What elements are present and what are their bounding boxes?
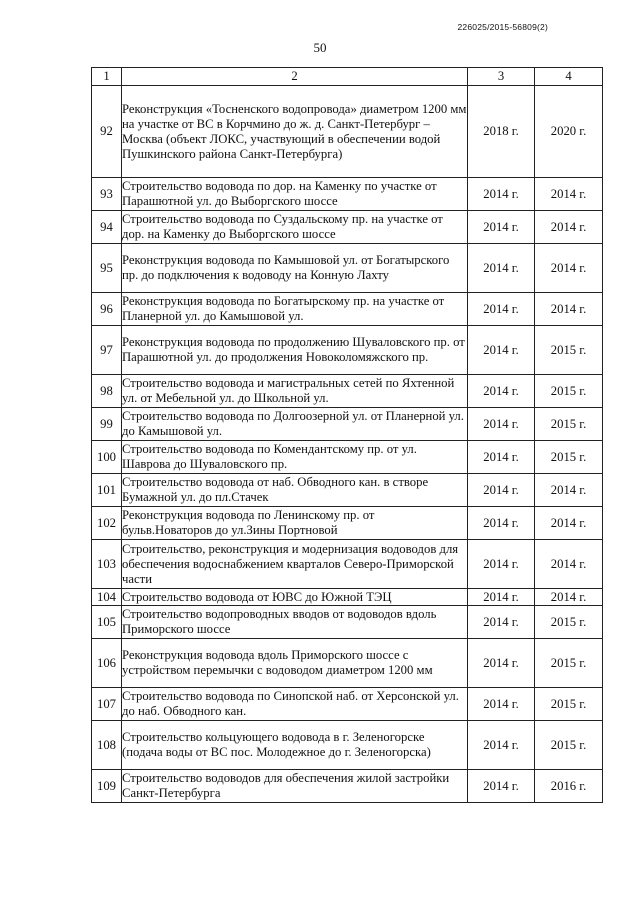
table-row	[92, 408, 603, 441]
work-description: Строительство водовода от наб. Обводного кан. в створе Бумажной ул. до пл.Стачек	[122, 474, 468, 507]
table-row	[92, 589, 603, 606]
work-description: Строительство кольцующего водовода в г. Зеленогорске (подача воды от ВС пос. Молодежное до г. Зеленогорска)	[122, 721, 468, 770]
end-year: 2014 г.	[535, 293, 603, 326]
work-description: Реконструкция водовода по Богатырскому пр. на участке от Планерной ул. до Камышовой ул.	[122, 293, 468, 326]
work-description: Строительство, реконструкция и модернизация водоводов для обеспечения водоснабжением кварталов Северо-Приморской части	[122, 540, 468, 589]
start-year: 2014 г.	[468, 639, 535, 688]
start-year: 2014 г.	[468, 178, 535, 211]
column-header: 4	[535, 68, 603, 86]
work-description: Строительство водовода по дор. на Каменку по участке от Парашютной ул. до Выборгского шоссе	[122, 178, 468, 211]
table-row	[92, 211, 603, 244]
work-description: Строительство водовода по Синопской наб. от Херсонской ул. до наб. Обводного кан.	[122, 688, 468, 721]
start-year: 2014 г.	[468, 244, 535, 293]
end-year: 2015 г.	[535, 375, 603, 408]
document-id: 226025/2015-56809(2)	[457, 22, 548, 32]
end-year: 2014 г.	[535, 211, 603, 244]
page-number: 50	[313, 40, 327, 55]
table-row	[92, 244, 603, 293]
row-number: 95	[92, 244, 122, 293]
start-year: 2014 г.	[468, 507, 535, 540]
end-year: 2015 г.	[535, 408, 603, 441]
table-row	[92, 474, 603, 507]
end-year: 2014 г.	[535, 540, 603, 589]
column-header: 1	[92, 68, 122, 86]
table-header-row	[92, 68, 603, 86]
table-row	[92, 770, 603, 803]
row-number: 96	[92, 293, 122, 326]
start-year: 2014 г.	[468, 211, 535, 244]
row-number: 97	[92, 326, 122, 375]
end-year: 2015 г.	[535, 721, 603, 770]
table-row	[92, 606, 603, 639]
work-description: Строительство водопроводных вводов от водоводов вдоль Приморского шоссе	[122, 606, 468, 639]
end-year: 2014 г.	[535, 507, 603, 540]
start-year: 2014 г.	[468, 540, 535, 589]
table-row	[92, 86, 603, 178]
works-table	[91, 67, 603, 803]
start-year: 2014 г.	[468, 721, 535, 770]
start-year: 2018 г.	[468, 86, 535, 178]
table-row	[92, 293, 603, 326]
end-year: 2015 г.	[535, 441, 603, 474]
work-description: Строительство водовода по Долгоозерной ул. от Планерной ул. до Камышовой ул.	[122, 408, 468, 441]
column-header: 3	[468, 68, 535, 86]
work-description: Строительство водовода и магистральных сетей по Яхтенной ул. от Мебельной ул. до Школьной ул.	[122, 375, 468, 408]
work-description: Реконструкция водовода по Ленинскому пр. от бульв.Новаторов до ул.Зины Портновой	[122, 507, 468, 540]
row-number: 107	[92, 688, 122, 721]
row-number: 99	[92, 408, 122, 441]
end-year: 2014 г.	[535, 178, 603, 211]
start-year: 2014 г.	[468, 293, 535, 326]
start-year: 2014 г.	[468, 441, 535, 474]
row-number: 102	[92, 507, 122, 540]
table-row	[92, 721, 603, 770]
row-number: 105	[92, 606, 122, 639]
row-number: 103	[92, 540, 122, 589]
table-row	[92, 540, 603, 589]
work-description: Строительство водовода от ЮВС до Южной ТЭЦ	[122, 589, 468, 606]
row-number: 101	[92, 474, 122, 507]
table-row	[92, 507, 603, 540]
row-number: 106	[92, 639, 122, 688]
start-year: 2014 г.	[468, 606, 535, 639]
work-description: Реконструкция водовода вдоль Приморского шоссе с устройством перемычки с водоводом диаметром 1200 мм	[122, 639, 468, 688]
start-year: 2014 г.	[468, 326, 535, 375]
end-year: 2015 г.	[535, 639, 603, 688]
work-description: Строительство водоводов для обеспечения жилой застройки Санкт-Петербурга	[122, 770, 468, 803]
row-number: 104	[92, 589, 122, 606]
end-year: 2014 г.	[535, 244, 603, 293]
column-header: 2	[122, 68, 468, 86]
work-description: Строительство водовода по Суздальскому пр. на участке от дор. на Каменку до Выборгского шоссе	[122, 211, 468, 244]
end-year: 2014 г.	[535, 474, 603, 507]
end-year: 2015 г.	[535, 606, 603, 639]
end-year: 2015 г.	[535, 326, 603, 375]
end-year: 2020 г.	[535, 86, 603, 178]
table-row	[92, 178, 603, 211]
table-row	[92, 441, 603, 474]
end-year: 2014 г.	[535, 589, 603, 606]
row-number: 98	[92, 375, 122, 408]
row-number: 94	[92, 211, 122, 244]
table-row	[92, 326, 603, 375]
start-year: 2014 г.	[468, 474, 535, 507]
table-row	[92, 639, 603, 688]
start-year: 2014 г.	[468, 770, 535, 803]
table-row	[92, 375, 603, 408]
work-description: Реконструкция водовода по продолжению Шуваловского пр. от Парашютной ул. до продолжения Новоколомяжского пр.	[122, 326, 468, 375]
work-description: Строительство водовода по Комендантскому пр. от ул. Шаврова до Шуваловского пр.	[122, 441, 468, 474]
row-number: 100	[92, 441, 122, 474]
start-year: 2014 г.	[468, 375, 535, 408]
start-year: 2014 г.	[468, 589, 535, 606]
row-number: 93	[92, 178, 122, 211]
row-number: 92	[92, 86, 122, 178]
start-year: 2014 г.	[468, 408, 535, 441]
row-number: 108	[92, 721, 122, 770]
row-number: 109	[92, 770, 122, 803]
start-year: 2014 г.	[468, 688, 535, 721]
table-row	[92, 688, 603, 721]
end-year: 2015 г.	[535, 688, 603, 721]
work-description: Реконструкция «Тосненского водопровода» диаметром 1200 мм на участке от ВС в Корчмино до ж. д. Санкт-Петербург – Москва (объект ЛОКС, участвующий в обеспечении водой Пушкинского района Санкт-Петербурга)	[122, 86, 468, 178]
end-year: 2016 г.	[535, 770, 603, 803]
work-description: Реконструкция водовода по Камышовой ул. от Богатырского пр. до подключения к водоводу на Конную Лахту	[122, 244, 468, 293]
